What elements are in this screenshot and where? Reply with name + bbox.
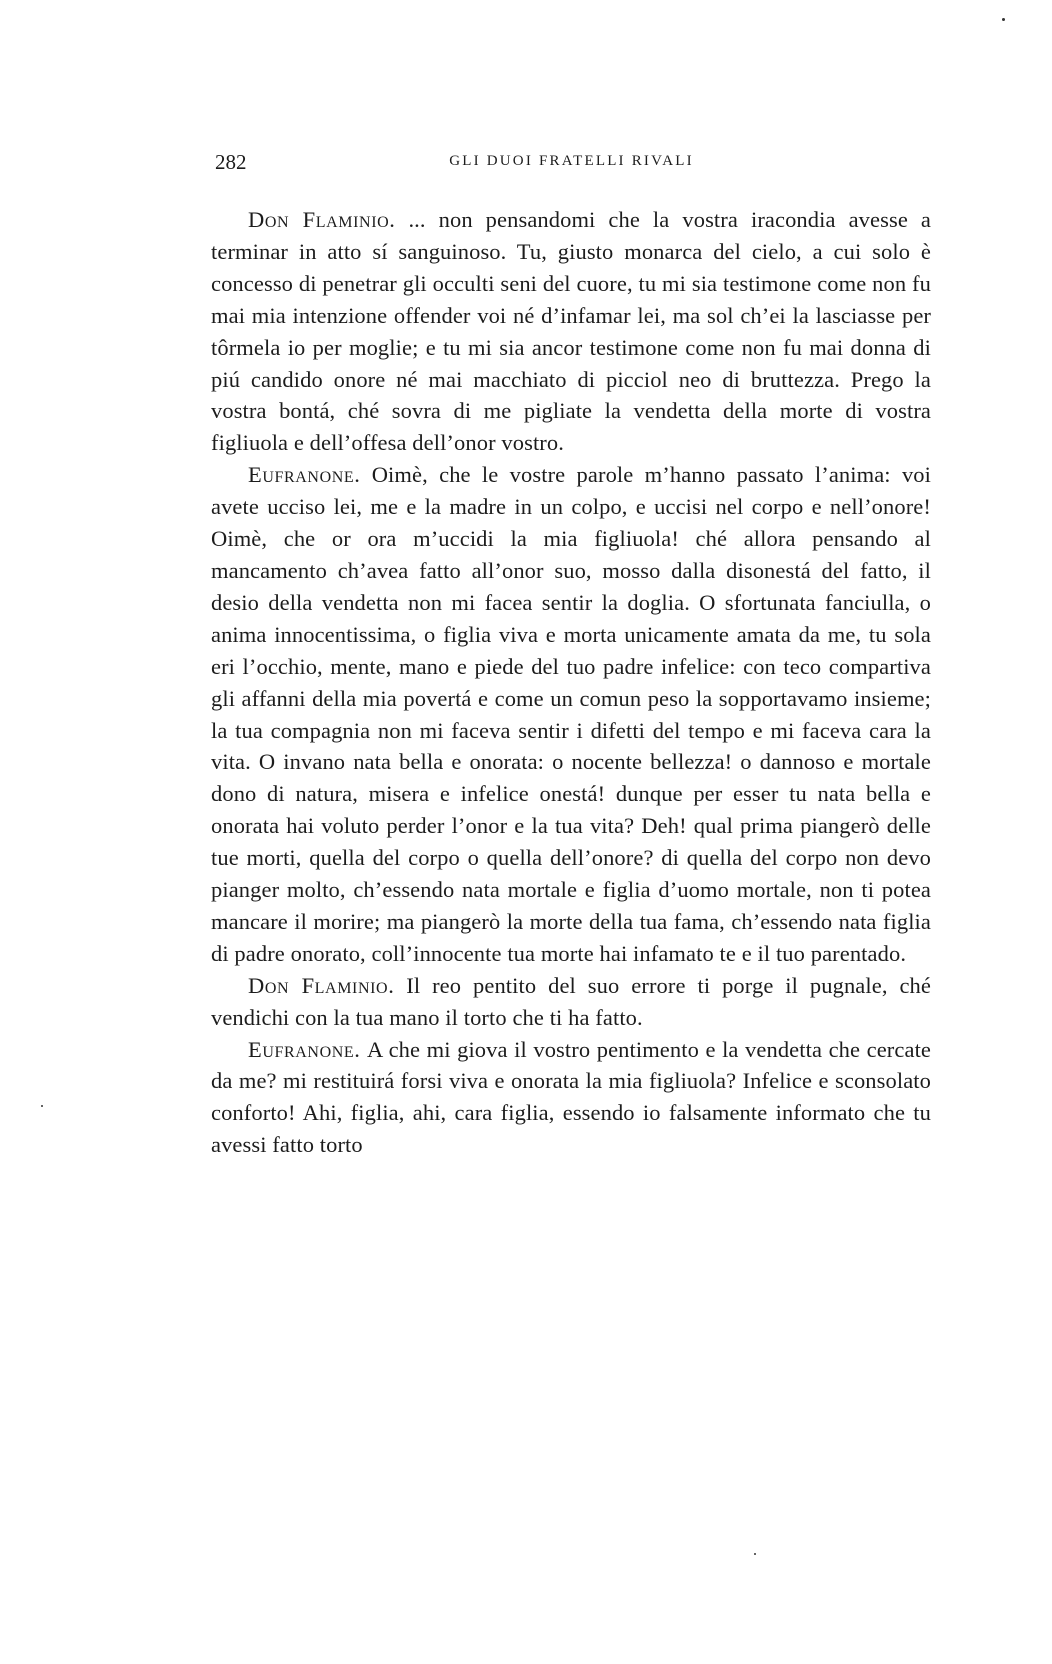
scan-speck <box>754 1553 756 1555</box>
speech-text: Oimè, che le vostre parole m’hanno passato l’anima: voi avete ucciso lei, me e la madre in un colpo, e uccisi nel corpo e nell’onore! Oimè, che or ora m’uccidi la mia figliuola! ché allora pensando al mancamento ch’avea fatto all’onor suo, mosso dalla disonestá del fatto, il desio della vendetta non mi facea sentir la doglia. O sfortunata fanciulla, o anima innocentissima, o figlia viva e morta unicamente amata da me, tu sola eri l’occhio, mente, mano e piede del tuo padre infelice: con teco compartiva gli affanni della mia povertá e come un comun peso la sopportavamo insieme; la tua compagnia non mi faceva sentir i difetti del tempo e mi faceva cara la vita. O invano nata bella e onorata: o nocente bellezza! o dannoso e mortale dono di natura, misera e infelice onestá! dunque per esser tu nata bella e onorata hai voluto perder l’onor e la tua vita? Deh! qual prima piangerò delle tue morti, quella del corpo o quella dell’onore? di quella del corpo non devo pianger molto, ch’essendo nata mortale e figlia d’uomo mortale, non ti potea mancare il morire; ma piangerò la morte della tua fama, ch’essendo nata figlia di padre onorato, coll’innocente tua morte hai infamato te e il tuo parentado. <box>211 462 932 966</box>
speaker-name: Eufranone. <box>248 462 361 488</box>
scan-speck <box>1002 18 1005 21</box>
scan-speck <box>41 1105 43 1107</box>
speaker-name: Don Flaminio. <box>248 972 395 998</box>
speech-text: A che mi giova il vostro pentimento e la vendetta che cercate da me? mi restituirá forsi viva e onorata la mia figliuola? Infelice e sconsolato conforto! Ahi, figlia, ahi, cara figlia, essendo io falsamente informato che tu avessi fatto torto <box>211 1036 932 1158</box>
dialogue-paragraph <box>211 1034 931 1162</box>
body-text <box>211 204 931 1161</box>
dialogue-paragraph <box>211 970 931 1034</box>
speech-text: Il reo pentito del suo errore ti porge il pugnale, ché vendichi con la tua mano il torto che ti ha fatto. <box>211 972 931 1030</box>
running-head: GLI DUOI FRATELLI RIVALI <box>449 153 694 169</box>
speaker-name: Don Flaminio. <box>248 207 396 232</box>
page-number: 282 <box>215 150 247 174</box>
page-header <box>215 150 928 180</box>
speaker-name: Eufranone. <box>248 1036 361 1062</box>
dialogue-paragraph <box>211 459 931 970</box>
dialogue-paragraph <box>211 204 931 459</box>
speech-text: ... non pensandomi che la vostra iracondia avesse a terminar in atto sí sanguinoso. Tu, giusto monarca del cielo, a cui solo è concesso di penetrar gli occulti seni del cuore, tu mi sia testimone come non fu mai mia intenzione offender voi né d’infamar lei, ma sol ch’ei la lasciasse per tôrmela io per moglie; e tu mi sia ancor testimone come non fu mai donna di piú candido onore né mai macchiato di picciol neo di bruttezza. Prego la vostra bontá, ché sovra di me pigliate la vendetta della morte di vostra figliuola e dell’offesa dell’onor vostro. <box>211 207 931 456</box>
